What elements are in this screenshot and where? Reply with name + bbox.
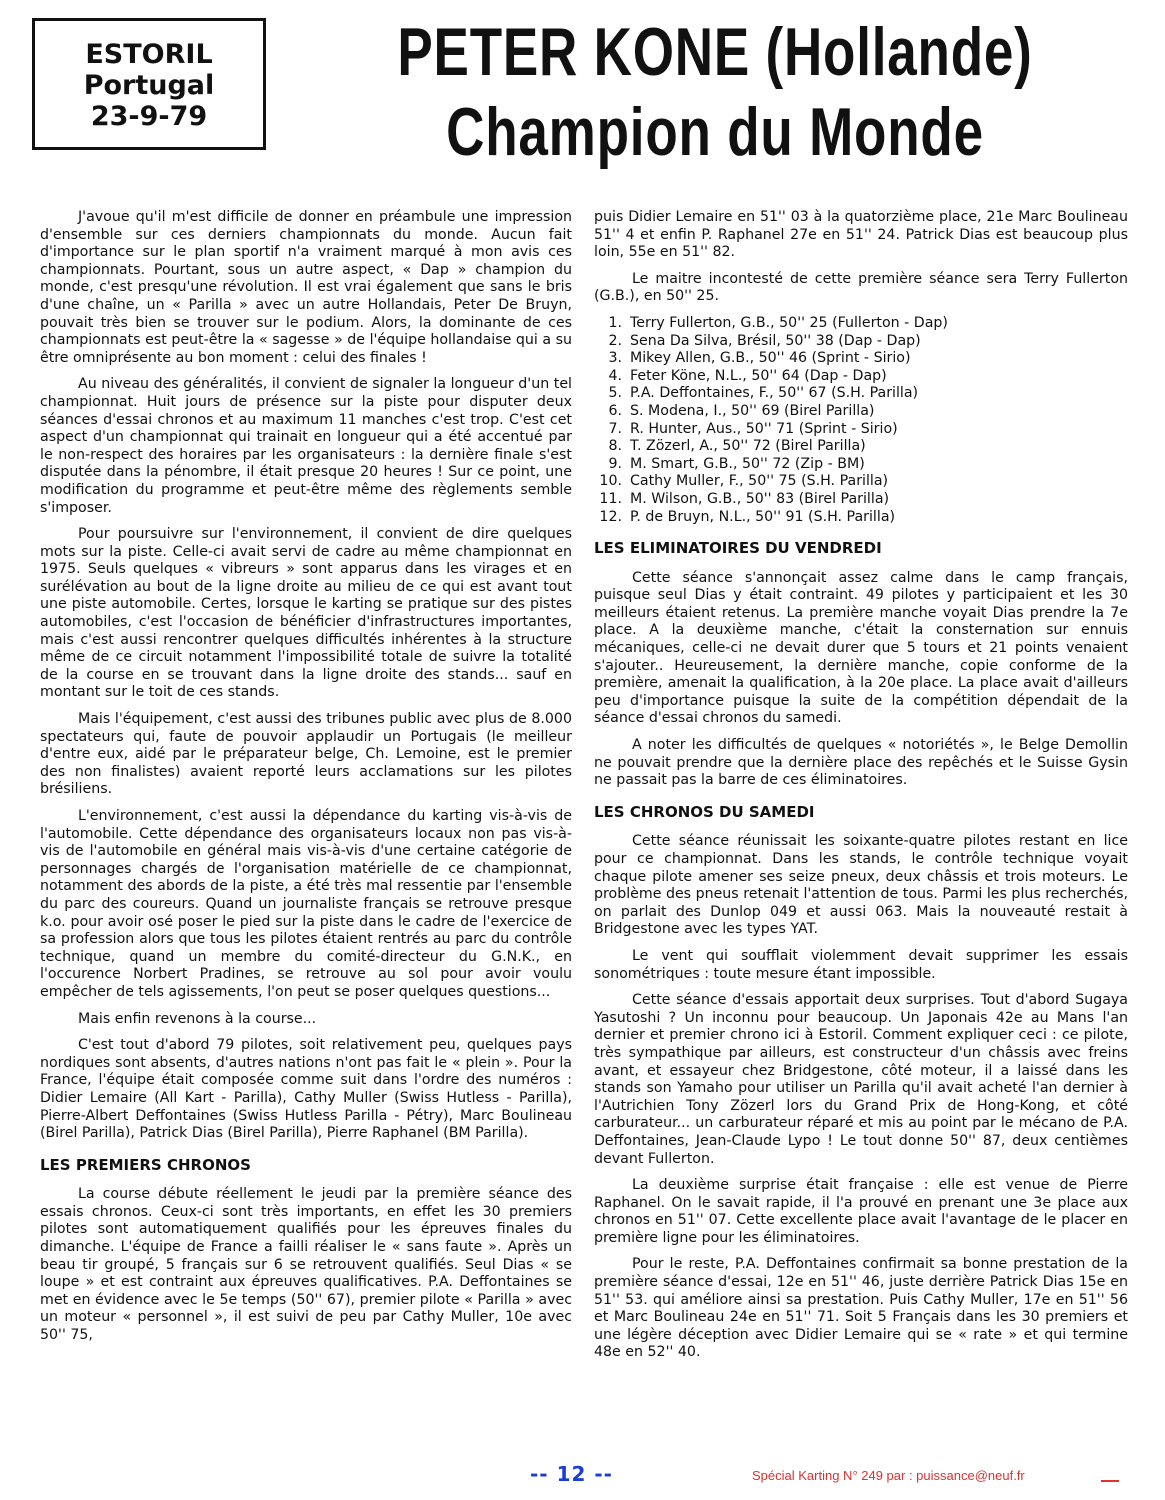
section-heading: LES CHRONOS DU SAMEDI bbox=[594, 802, 815, 821]
footer-underline bbox=[1101, 1480, 1119, 1482]
paragraph: Cette séance d'essais apportait deux surprises. Tout d'abord Sugaya Yasutoshi ? Un inconnu pour beaucoup. Un Japonais 42e au Mans l'an dernier et premier chrono ici à Estoril. Comment expliquer ceci : ce pilote, très sympathique par ailleurs, est constructeur d'un châssis avec freins avant, et essayeur chez Bridgestone, côté moteur, il a laissé dans les stands son Yamaho pour utiliser un Parilla qu'il avait acheté l'an dernier à l'Autrichien Tony Zözerl lors du Grand Prix de Hong-Kong, et côté carburateur... un carburateur réparé et mis au point par le mécano de P.A. Deffontaines, Jean-Claude Lypo ! Le tout donne 50'' 87, deux centièmes devant Fullerton. bbox=[594, 992, 1128, 1167]
result-row: 7. R. Hunter, Aus., 50'' 71 (Sprint - Sirio) bbox=[608, 420, 898, 437]
paragraph: Le vent qui soufflait violemment devait supprimer les essais sonométriques : toute mesure étant impossible. bbox=[594, 947, 1128, 982]
paragraph: Cette séance s'annonçait assez calme dans le camp français, puisque seul Dias y était contraint. 49 pilotes y participaient et les 30 meilleurs étaient retenus. La première manche voyait Dias prendre la 7e place. A la deuxième manche, c'était la consternation sur ennuis mécaniques, celle-ci ne devait durer que 5 tours et 21 points venaient s'ajouter.. Heureusement, la dernière manche, copie conforme de la première, amenait la qualification, à la 20e place. La place avait d'ailleurs peu d'importance puisque la suite de la compétition dépendait de la séance d'essai chronos du samedi. bbox=[594, 569, 1128, 727]
location-date-box bbox=[32, 18, 266, 150]
result-row: 8. T. Zözerl, A., 50'' 72 (Birel Parilla) bbox=[608, 438, 866, 455]
paragraph: puis Didier Lemaire en 51'' 03 à la quatorzième place, 21e Marc Boulineau 51'' 4 et enfin P. Raphanel 27e en 51'' 24. Patrick Dias est beaucoup plus loin, 55e en 51'' 82. bbox=[594, 209, 1128, 261]
result-row: 4. Feter Köne, N.L., 50'' 64 (Dap - Dap) bbox=[608, 367, 887, 384]
result-row: 2. Sena Da Silva, Brésil, 50'' 38 (Dap - Dap) bbox=[608, 332, 921, 349]
paragraph: Mais enfin revenons à la course... bbox=[78, 1010, 317, 1027]
page-number: -- 12 -- bbox=[530, 1462, 613, 1486]
result-row: 11. M. Wilson, G.B., 50'' 83 (Birel Parilla) bbox=[599, 490, 890, 507]
paragraph: Mais l'équipement, c'est aussi des tribunes public avec plus de 8.000 spectateurs qui, faute de pouvoir applaudir un Portugais (le meilleur d'entre eux, aidé par le préparateur belge, Ch. Lemoine, est le premier des non finalistes) avaient reporté leurs acclamations sur les pilotes brésiliens. bbox=[40, 711, 572, 798]
paragraph: Pour le reste, P.A. Deffontaines confirmait sa bonne prestation de la première séance d'essai, 12e en 51'' 46, juste derrière Patrick Dias 15e en 51'' 53. qui améliore ainsi sa prestation. Puis Cathy Muller, 17e en 51'' 56 et Marc Boulineau 24e en 51'' 71. Soit 5 Français dans les 30 premiers et une légère déception avec Didier Lemaire qui se « rate » et qui termine 48e en 52'' 40. bbox=[594, 1256, 1128, 1361]
result-row: 12. P. de Bruyn, N.L., 50'' 91 (S.H. Parilla) bbox=[599, 508, 896, 525]
results-list bbox=[594, 315, 1128, 526]
result-row: 3. Mikey Allen, G.B., 50'' 46 (Sprint - Sirio) bbox=[608, 350, 911, 367]
location-country: Portugal bbox=[83, 70, 215, 101]
right-column bbox=[594, 209, 1128, 1371]
paragraph: La deuxième surprise était française : elle est venue de Pierre Raphanel. On le savait rapide, il l'a prouvé en prenant une 3e place aux chronos en 51'' 07. Cette excellente place avait l'avantage de le placer en première ligne pour les éliminatoires. bbox=[594, 1177, 1128, 1246]
paragraph: Au niveau des généralités, il convient de signaler la longueur d'un tel championnat. Huit jours de présence sur la piste pour disputer deux séances d'essai chronos et au maximum 11 manches c'est trop. C'est cet aspect d'un championnat qui trainait en longueur qui a été accentué par le non-respect des horaires par les organisateurs : la dernière finale s'est disputée dans la pénombre, il était presque 20 heures ! Sur ce point, une modification du programme et peut-être même des règlements semble s'imposer. bbox=[40, 376, 572, 516]
result-row: 10. Cathy Muller, F., 50'' 75 (S.H. Parilla) bbox=[599, 473, 889, 490]
paragraph: La course débute réellement le jeudi par la première séance des essais chronos. Ceux-ci sont très importants, en effet les 30 premiers pilotes sont automatiquement qualifiés pour les épreuves finales du dimanche. L'équipe de France a failli réaliser le « sans faute ». Après un beau tir groupé, 5 français sur 6 se retrouvent qualifiés. Seul Dias « se loupe » et est contraint aux épreuves qualificatives. P.A. Deffontaines se met en évidence avec le 5e temps (50'' 67), premier pilote « Parilla » avec un moteur « personnel », il est suivi de peu par Cathy Muller, 10e avec 50'' 75, bbox=[40, 1186, 572, 1344]
paragraph: L'environnement, c'est aussi la dépendance du karting vis-à-vis de l'automobile. Cette dépendance des organisateurs locaux non pas vis-à-vis de l'automobile en général mais vis-à-vis d'une certaine catégorie de personnages chargés de l'organisation matérielle de ce championnat, notamment des abords de la piste, a été très mal ressentie par l'ensemble du parc des coureurs. Quand un journaliste français se retrouve presque k.o. pour avoir osé poser le pied sur la piste dans le cadre de l'exercice de sa profession alors que tous les pilotes étaient rentrés au parc du contrôle technique, quand un membre du comité-directeur du G.N.K., en l'occurence Norbert Pradines, se retrouve au sol pour avoir voulu empêcher de tels agissements, l'on peut se poser quelques questions... bbox=[40, 808, 572, 1000]
headline-line-2: Champion du Monde bbox=[446, 94, 984, 170]
paragraph: J'avoue qu'il m'est difficile de donner en préambule une impression d'ensemble sur ces derniers championnats du monde. Aucun fait d'importance sur le plan sportif n'a vraiment marqué à mon avis ces championnats. Pourtant, sous un autre aspect, « Dap » champion du monde, c'est presqu'une révolution. Il est vrai également que sans le bris d'une chaîne, un « Parilla » avec un autre Hollandais, Peter De Bruyn, pouvait très bien se trouver sur le podium. Alors, la dominante de ces championnats est peut-être la « sagesse » de l'équipe hollandaise qui a su être omniprésente au bon moment : celui des finales ! bbox=[40, 209, 572, 366]
paragraph: A noter les difficultés de quelques « notoriétés », le Belge Demollin ne pouvait prendre que la dernière place des repêchés et le Suisse Gysin ne passait pas la barre de ces éliminatoires. bbox=[594, 737, 1128, 789]
section-heading: LES ELIMINATOIRES DU VENDREDI bbox=[594, 539, 882, 558]
left-column bbox=[40, 209, 572, 1354]
paragraph: Pour poursuivre sur l'environnement, il convient de dire quelques mots sur la piste. Celle-ci avait servi de cadre au même championnat en 1975. Seuls quelques « vibreurs » sont apparus dans les virages et en surélévation au bout de la ligne droite au milieu de ce qui est avant tout une piste automobile. Certes, lorsque le karting se pratique sur des pistes automobiles, c'est l'occasion de bénéficier d'infrastructures importantes, mais c'est aussi rencontrer quelques difficultés inhérentes à la structure même de ce circuit notamment l'impossibilité totale de suivre la totalité de la course en se trouvant dans la ligne droite des stands... sauf en montant sur le toit de ces stands. bbox=[40, 526, 572, 701]
footer-credit: Spécial Karting N° 249 par : puissance@neuf.fr bbox=[752, 1468, 1025, 1483]
section-heading: LES PREMIERS CHRONOS bbox=[40, 1155, 251, 1174]
paragraph: Le maitre incontesté de cette première séance sera Terry Fullerton (G.B.), en 50'' 25. bbox=[594, 270, 1128, 305]
location-city: ESTORIL bbox=[85, 39, 213, 70]
paragraph: C'est tout d'abord 79 pilotes, soit relativement peu, quelques pays nordiques sont absents, d'autres nations n'ont pas fait le « plein ». Pour la France, l'équipe était composée comme suit dans l'ordre des numéros : Didier Lemaire (All Kart - Parilla), Cathy Muller (Swiss Hutless - Parilla), Pierre-Albert Deffontaines (Swiss Hutless Parilla - Pétry), Marc Boulineau (Birel Parilla), Patrick Dias (Birel Parilla), Pierre Raphanel (BM Parilla). bbox=[40, 1037, 572, 1142]
paragraph: Cette séance réunissait les soixante-quatre pilotes restant en lice pour ce championnat. Dans les stands, le contrôle technique voyait chaque pilote amener ses seize pneux, deux châssis et trois moteurs. Le problème des pneus retenait l'attention de tous. Parmi les plus recherchés, on parlait des Dunlop 049 et aussi 063. Mais la nouveauté restait à Bridgestone avec les types YAT. bbox=[594, 833, 1128, 938]
event-date: 23-9-79 bbox=[90, 101, 208, 132]
headline-line-1: PETER KONE (Hollande) bbox=[397, 14, 1033, 90]
result-row: 1. Terry Fullerton, G.B., 50'' 25 (Fullerton - Dap) bbox=[608, 314, 948, 331]
result-row: 5. P.A. Deffontaines, F., 50'' 67 (S.H. Parilla) bbox=[608, 385, 919, 402]
result-row: 6. S. Modena, I., 50'' 69 (Birel Parilla) bbox=[608, 402, 875, 419]
result-row: 9. M. Smart, G.B., 50'' 72 (Zip - BM) bbox=[608, 455, 865, 472]
